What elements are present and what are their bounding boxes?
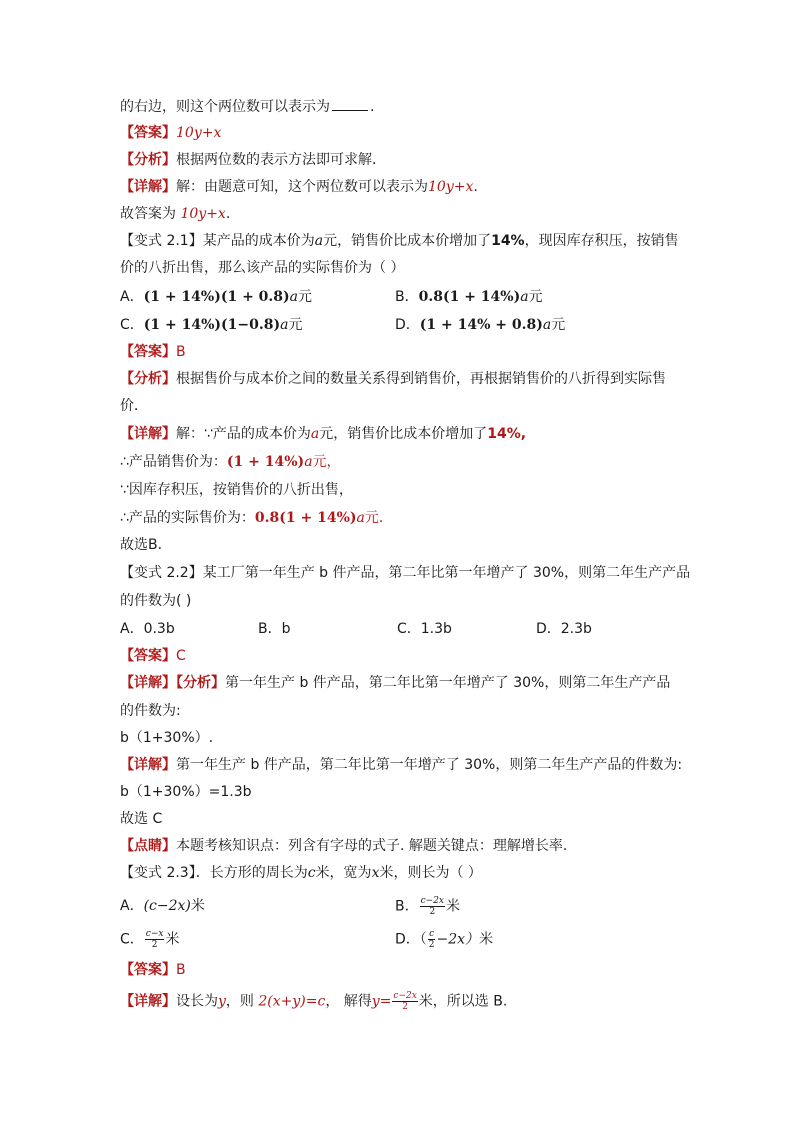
fraction: $\frac{c-2x}{2}$ bbox=[420, 896, 444, 917]
variant-2-2-detail-3: b（1+30%）. bbox=[120, 730, 214, 746]
variant-2-1-option-a: A．(1 + 14%)(1 + 0.8)a元 bbox=[120, 289, 313, 305]
analysis-line-1: 【分析】根据两位数的表示方法即可求解． bbox=[120, 152, 386, 168]
answer-value: 10y+x bbox=[176, 125, 222, 141]
variant-2-2-detail-2: 的件数为: bbox=[120, 703, 181, 719]
answer-line-1 bbox=[120, 123, 221, 143]
variant-2-2-detail: 【详解】【分析】第一年生产 b 件产品，第二年比第一年增产了 30%，则第二年生产产品 bbox=[120, 675, 671, 691]
variant-2-1-detail-2: ∴产品销售价为：(1 + 14%)a元， bbox=[120, 454, 341, 470]
variant-2-1-detail-3: ∵因库存积压，按销售价的八折出售， bbox=[120, 482, 353, 498]
variant-2-3-answer: 【答案】B bbox=[120, 962, 186, 978]
variant-2-2-option-d: D．2.3b bbox=[536, 621, 592, 637]
variant-2-1-question: 【变式 2.1】某产品的成本价为a元，销售价比成本价增加了14%，现因库存积压，按销售 bbox=[120, 233, 679, 249]
variant-2-1-option-b: B．0.8(1 + 14%)a元 bbox=[395, 289, 543, 305]
variant-2-3-option-a: A．(c−2x)米 bbox=[120, 898, 205, 914]
variant-2-3-question: 【变式 2.3】．长方形的周长为c米，宽为x米，则长为（ ） bbox=[120, 865, 482, 881]
variant-2-3-tag: 【变式 2.3】 bbox=[120, 865, 196, 881]
answer-tag: 【答案】 bbox=[120, 125, 176, 141]
detail-line-1: 【详解】解：由题意可知，这个两位数可以表示为10y+x. bbox=[120, 179, 478, 195]
variant-2-3-option-d: D．（ $\frac{c}{2}$ −2x）米 bbox=[395, 929, 494, 950]
fraction: $\frac{c-x}{2}$ bbox=[145, 929, 164, 950]
variant-2-3-option-c: C． $\frac{c-x}{2}$ 米 bbox=[120, 929, 180, 950]
variant-2-1-choice: 故选B． bbox=[120, 537, 172, 553]
variant-2-2-option-a: A．0.3b bbox=[120, 621, 175, 637]
variant-2-2-detail-5: b（1+30%）=1.3b bbox=[120, 784, 252, 800]
variant-2-1-detail-4: ∴产品的实际售价为：0.8(1 + 14%)a元． bbox=[120, 510, 393, 526]
variant-2-2-question-cont: 的件数为( ) bbox=[120, 593, 192, 609]
variant-2-2-tag: 【变式 2.2】 bbox=[120, 565, 203, 581]
variant-2-2-choice: 故选 C bbox=[120, 811, 163, 827]
variant-2-1-option-c: C．(1 + 14%)(1−0.8)a元 bbox=[120, 317, 303, 333]
variant-2-1-tag: 【变式 2.1】 bbox=[120, 233, 203, 249]
variant-2-2-answer: 【答案】C bbox=[120, 648, 186, 664]
variant-2-3-detail: 【详解】设长为y，则 2(x+y)=c， 解得y= $\frac{c-2x}{2}$ 米，所以选 B. bbox=[120, 991, 508, 1012]
variant-2-1-question-cont: 价的八折出售，那么该产品的实际售价为（ ） bbox=[120, 260, 405, 276]
detail-tag: 【详解】 bbox=[120, 179, 176, 195]
variant-2-1-analysis-cont: 价． bbox=[120, 398, 148, 414]
variant-2-2-point: 【点睛】本题考核知识点：列含有字母的式子. 解题关键点：理解增长率. bbox=[120, 838, 568, 854]
variant-2-2-option-c: C．1.3b bbox=[397, 621, 452, 637]
variant-2-1-detail: 【详解】解：∵产品的成本价为a元，销售价比成本价增加了14%, bbox=[120, 426, 527, 442]
variant-2-1-answer: 【答案】B bbox=[120, 344, 186, 360]
fraction: $\frac{c-2x}{2}$ bbox=[393, 991, 417, 1012]
variant-2-2-option-b: B．b bbox=[258, 621, 291, 637]
answer-blank bbox=[332, 96, 368, 111]
variant-2-1-option-d: D．(1 + 14% + 0.8)a元 bbox=[395, 317, 566, 333]
variant-2-1-analysis: 【分析】根据售价与成本价之间的数量关系得到销售价，再根据销售价的八折得到实际售 bbox=[120, 371, 666, 387]
variant-2-2-question: 【变式 2.2】某工厂第一年生产 b 件产品，第二年比第一年增产了 30%，则第二年生产产品 bbox=[120, 565, 691, 581]
intro-line: 的右边，则这个两位数可以表示为 . bbox=[120, 96, 374, 117]
variant-2-2-detail-4: 【详解】第一年生产 b 件产品，第二年比第一年增产了 30%，则第二年生产产品的件数为: bbox=[120, 757, 683, 773]
fraction: $\frac{c}{2}$ bbox=[428, 929, 435, 950]
conclusion-line-1: 故答案为 10y+x. bbox=[120, 206, 231, 222]
analysis-tag: 【分析】 bbox=[120, 152, 176, 168]
variant-2-3-option-b: B． $\frac{c-2x}{2}$ 米 bbox=[395, 896, 460, 917]
